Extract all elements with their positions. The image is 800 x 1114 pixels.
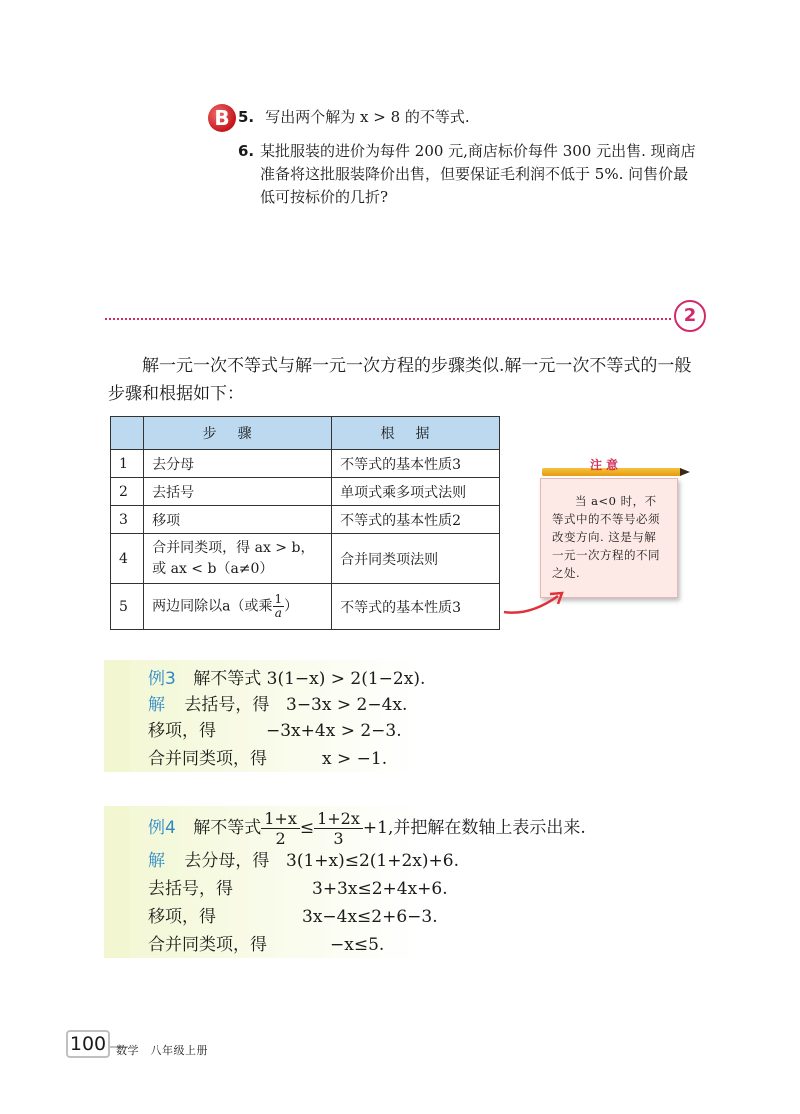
step-expr: 3(1+x)≤2(1+2x)+6. — [286, 851, 459, 871]
solution-label: 解 — [148, 851, 165, 871]
solution-step — [148, 846, 269, 876]
solution-label: 解 — [148, 695, 165, 715]
step-expr: 3x−4x≤2+6−3. — [302, 907, 438, 927]
example-4-bar — [104, 806, 130, 958]
step-expr: 3−3x > 2−4x. — [286, 695, 408, 715]
fraction-numerator: 1+2x — [314, 809, 363, 829]
level-b-badge: B — [208, 104, 236, 132]
leq-sign: ≤ — [299, 818, 315, 838]
example-3-bar — [104, 660, 130, 772]
fraction-numerator: 1+x — [261, 809, 300, 829]
fraction-denominator: 3 — [333, 829, 344, 848]
step-op: 合并同类项，得 — [148, 749, 267, 769]
example-problem-suffix: +1,并把解在数轴上表示出来. — [362, 818, 586, 838]
table-header-row — [111, 417, 500, 450]
row-number: 5 — [111, 584, 144, 630]
step-op: 去括号，得 — [184, 695, 270, 715]
table-row — [111, 478, 500, 506]
step-expr: x > −1. — [322, 749, 388, 769]
pencil-tip-icon — [680, 468, 690, 476]
intro-paragraph: 解一元一次不等式与解一元一次方程的步骤类似.解一元一次不等式的一般步骤和根据如下： — [108, 356, 692, 404]
row-number: 1 — [111, 450, 144, 478]
table-row — [111, 450, 500, 478]
exercise-number: 5. — [238, 108, 255, 126]
step-op: 合并同类项，得 — [148, 935, 267, 955]
step-expr: 3+3x≤2+4x+6. — [312, 879, 448, 899]
example-label: 例4 — [148, 818, 176, 838]
step-op: 去括号，得 — [148, 879, 233, 899]
example-problem-text: 解不等式 3(1−x) > 2(1−2x). — [193, 669, 426, 689]
row-basis: 不等式的基本性质3 — [332, 450, 500, 478]
section-number: 2 — [674, 300, 706, 332]
note-title: 注意 — [590, 458, 623, 472]
book-title: 数学 八年级上册 — [116, 1044, 208, 1057]
fraction-denominator: a — [274, 606, 282, 620]
row-step — [144, 534, 332, 584]
fraction-denominator: 2 — [275, 829, 286, 848]
exercise-5 — [238, 106, 470, 129]
row-number: 3 — [111, 506, 144, 534]
row-basis: 不等式的基本性质2 — [332, 506, 500, 534]
row-step-prefix: 两边同除以a（或乘 — [152, 598, 273, 615]
row-number: 2 — [111, 478, 144, 506]
table-header-step: 步骤 — [144, 417, 332, 450]
page-number: 100 — [66, 1030, 110, 1058]
row-basis: 单项式乘多项式法则 — [332, 478, 500, 506]
row-step: 移项 — [144, 506, 332, 534]
row-step: 去分母 — [144, 450, 332, 478]
row-basis: 不等式的基本性质3 — [332, 584, 500, 630]
row-number: 4 — [111, 534, 144, 584]
exercise-number: 6. — [238, 142, 255, 160]
fraction-2 — [314, 809, 363, 848]
row-step-line: 合并同类项，得 ax > b， — [152, 539, 315, 556]
section-divider — [105, 318, 671, 320]
step-expr: −3x+4x > 2−3. — [266, 721, 402, 741]
row-step-line: 或 ax < b（a≠0） — [152, 560, 274, 577]
fraction-one-over-a — [273, 593, 285, 620]
step-expr: −x≤5. — [330, 935, 385, 955]
example-problem-prefix: 解不等式 — [193, 818, 262, 838]
example-label: 例3 — [148, 669, 176, 689]
note-text: 当 a<0 时，不等式中的不等号必须改变方向. 这是与解一元一次方程的不同之处. — [552, 494, 660, 580]
steps-table — [110, 416, 500, 630]
fraction-1 — [261, 809, 300, 848]
example-4-problem — [148, 806, 586, 850]
table-row — [111, 534, 500, 584]
fraction-numerator: 1 — [274, 592, 283, 606]
row-basis: 合并同类项法则 — [332, 534, 500, 584]
table-row — [111, 584, 500, 630]
step-op: 移项，得 — [148, 721, 216, 741]
table-header-num — [111, 417, 144, 450]
exercise-text-line: 准备将这批服装降价出售，但要保证毛利润不低于 5%. 问售价最 — [260, 165, 689, 183]
exercise-text-line: 某批服装的进价为每件 200 元,商店标价每件 300 元出售. 现商店 — [260, 142, 696, 160]
row-step-suffix: ） — [284, 598, 299, 615]
exercise-text-line: 低可按标价的几折? — [260, 188, 389, 206]
table-row — [111, 506, 500, 534]
step-op: 去分母，得 — [184, 851, 270, 871]
row-step — [144, 584, 332, 630]
table-header-basis: 根据 — [332, 417, 500, 450]
exercise-text: 写出两个解为 x > 8 的不等式. — [265, 108, 470, 126]
arrow-icon — [500, 588, 570, 620]
row-step: 去括号 — [144, 478, 332, 506]
step-op: 移项，得 — [148, 907, 216, 927]
